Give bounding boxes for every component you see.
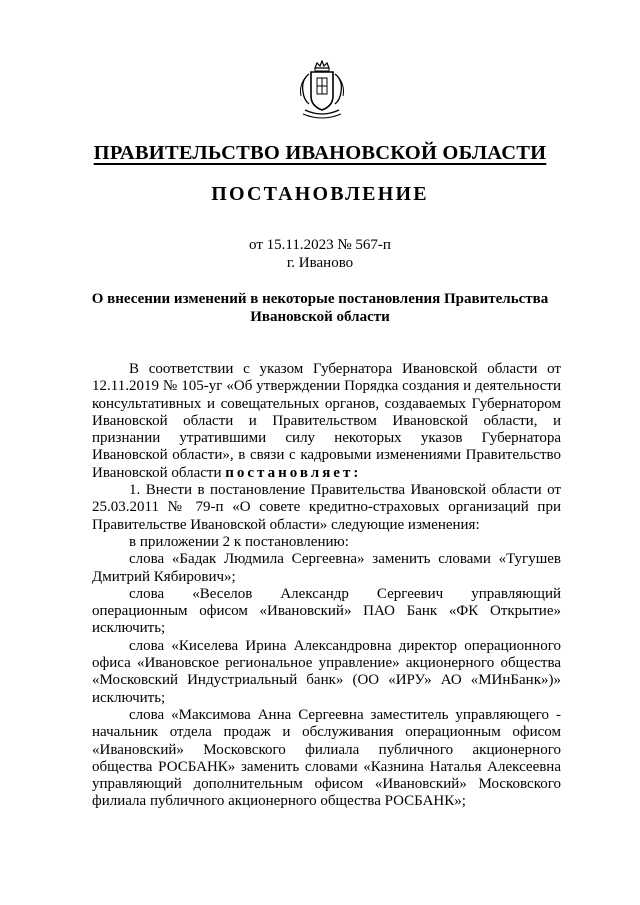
resolves-text: постановляет: (225, 464, 362, 481)
change-3-paragraph: слова «Киселева Ирина Александровна директор операционного офиса «Ивановское региональное управление» акционерного общества «Московский Индустриальный банк» (ОО «ИРУ» АО «МИнБанк»)» исключить; (92, 637, 561, 706)
intro-text: В соответствии с указом Губернатора Ивановской области от 12.11.2019 № 105-уг «Об утверждении Порядка создания и деятельности консультативных и совещательных органов, создаваемых Губернатором Ивановской области и Правительством Ивановской области, и признании утратившими силу некоторых указов Губернатора Ивановской области», в связи с кадровыми изменениями Правительство Ивановской области (92, 361, 561, 481)
document-body (92, 361, 561, 811)
document-type: ПОСТАНОВЛЕНИЕ (211, 183, 429, 205)
item-1-paragraph: 1. Внести в постановление Правительства Ивановской области от 25.03.2011 № 79-п «О совете кредитно-страховых организаций при Правительстве Ивановской области» следующие изменения: (92, 482, 561, 533)
intro-paragraph (92, 361, 561, 482)
coat-of-arms-icon (293, 60, 351, 122)
organization-title: ПРАВИТЕЛЬСТВО ИВАНОВСКОЙ ОБЛАСТИ (93, 142, 547, 164)
change-4-paragraph: слова «Максимова Анна Сергеевна заместитель управляющего - начальник отдела продаж и обслуживания операционным офисом «Ивановский» Московского филиала публичного акционерного общества РОСБАНК» заменить словами «Казнина Наталья Алексеевна управляющий дополнительным офисом «Ивановский» Московского филиала публичного акционерного общества РОСБАНК»; (92, 706, 561, 810)
change-2-paragraph: слова «Веселов Александр Сергеевич управляющий операционным офисом «Ивановский» ПАО Банк «ФК Открытие» исключить; (92, 585, 561, 637)
city: г. Иваново (286, 255, 354, 271)
change-1-paragraph: слова «Бадак Людмила Сергеевна» заменить словами «Тугушев Дмитрий Кябирович»; (92, 551, 561, 585)
date-number: от 15.11.2023 № 567-п (249, 237, 391, 253)
appendix-paragraph: в приложении 2 к постановлению: (129, 533, 349, 550)
document-subject: О внесении изменений в некоторые постановления Правительства Ивановской области (91, 291, 549, 325)
